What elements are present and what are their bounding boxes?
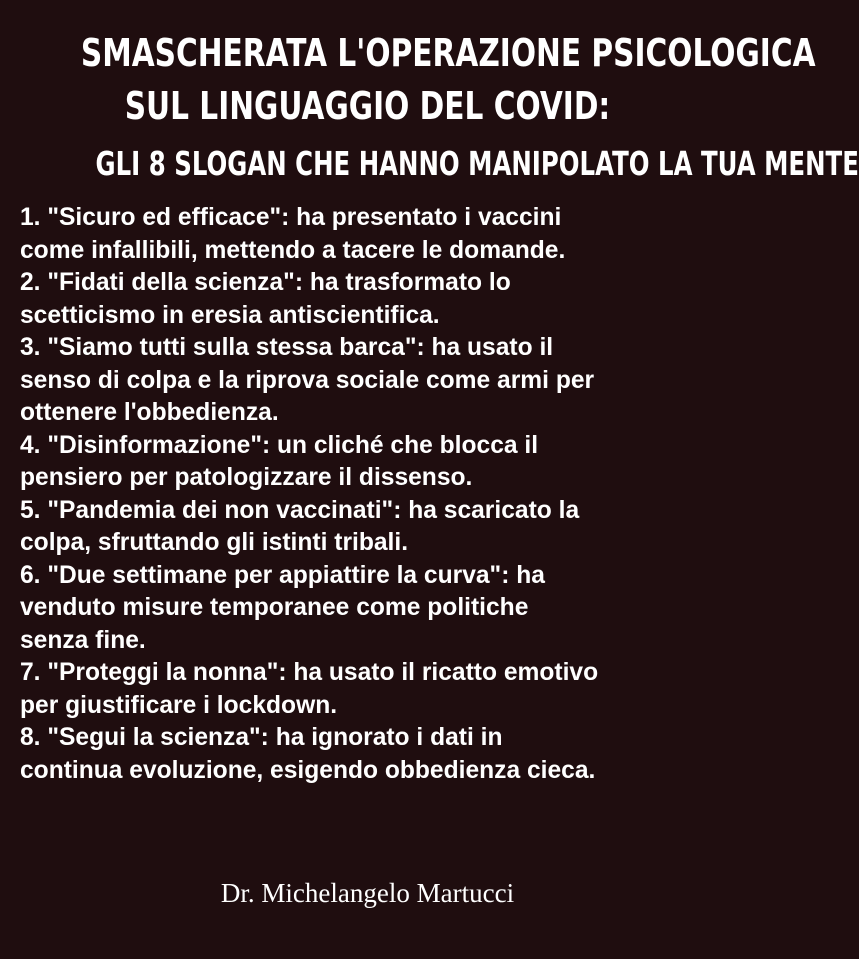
slogan-item-6	[20, 560, 728, 658]
slogan-item-3-line-2: senso di colpa e la riprova sociale come armi per	[20, 366, 595, 394]
slogan-item-1-line-2: come infallibili, mettendo a tacere le domande.	[20, 236, 566, 264]
slogan-item-8-line-2: continua evoluzione, esigendo obbedienza cieca.	[20, 756, 596, 784]
slogan-item-7-line-2: per giustificare i lockdown.	[20, 691, 338, 719]
slogan-item-1-line-1: 1. "Sicuro ed efficace": ha presentato i vaccini	[20, 204, 562, 231]
slogan-item-2-line-1: 2. "Fidati della scienza": ha trasformato lo	[20, 269, 511, 296]
slogan-item-2-line-2: scetticismo in eresia antiscientifica.	[20, 301, 440, 329]
slogan-item-3-line-1: 3. "Siamo tutti sulla stessa barca": ha usato il	[20, 334, 554, 361]
slogan-item-5-line-1: 5. "Pandemia dei non vaccinati": ha scaricato la	[20, 496, 580, 524]
slogan-item-7-line-1: 7. "Proteggi la nonna": ha usato il ricatto emotivo	[20, 659, 599, 686]
slogan-item-4-line-2: pensiero per patologizzare il dissenso.	[20, 464, 473, 491]
slogan-item-5-line-2: colpa, sfruttando gli istinti tribali.	[20, 529, 409, 556]
title-line-2: SUL LINGUAGGIO DEL COVID:	[124, 84, 611, 128]
slogan-item-4	[20, 430, 728, 495]
author-signature: Dr. Michelangelo Martucci	[220, 878, 515, 908]
slogan-item-5	[20, 495, 728, 560]
title-line-1: SMASCHERATA L'OPERAZIONE PSICOLOGICA	[80, 31, 816, 75]
slogan-item-1	[20, 202, 728, 267]
slogan-item-6-line-3: senza fine.	[20, 626, 146, 654]
slogan-item-8	[20, 722, 728, 787]
slogan-item-2	[20, 267, 728, 332]
slogan-item-3-line-3: ottenere l'obbedienza.	[20, 399, 279, 426]
slogan-item-4-line-1: 4. "Disinformazione": un cliché che blocca il	[20, 431, 539, 459]
slogan-item-6-line-2: venduto misure temporanee come politiche	[20, 594, 529, 621]
slogan-item-3	[20, 332, 728, 430]
slogan-item-7	[20, 657, 728, 722]
subtitle: GLI 8 SLOGAN CHE HANNO MANIPOLATO LA TUA MENTE	[95, 144, 859, 183]
slogan-list	[20, 202, 728, 787]
slogan-item-8-line-1: 8. "Segui la scienza": ha ignorato i dati in	[20, 724, 503, 751]
slogan-item-6-line-1: 6. "Due settimane per appiattire la curva": ha	[20, 561, 545, 589]
